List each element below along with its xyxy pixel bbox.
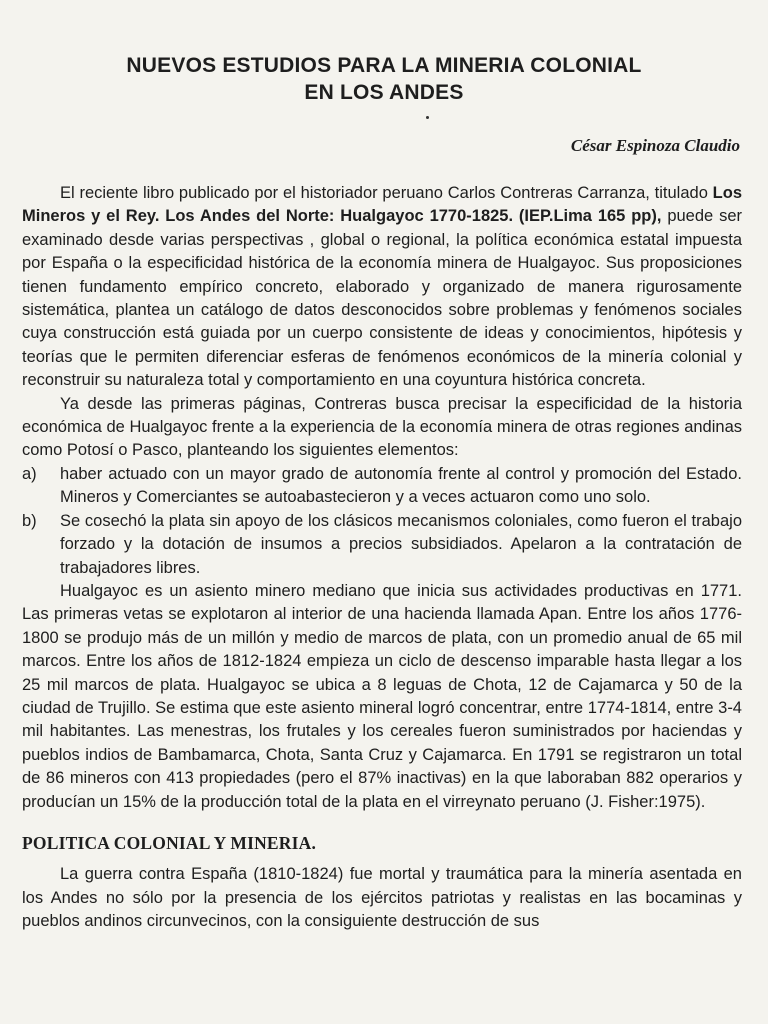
- paragraph-3: Hualgayoc es un asiento minero mediano que inicia sus actividades productivas en 1771. Las primeras vetas se explotaron al interior de una hacienda llamada Apan. Entre los años 1776-1800 se produjo más de un millón y medio de marcos de plata, con un promedio anual de 65 mil marcos. Entre los años de 1812-1824 empieza un ciclo de descenso imparable hasta llegar a los 25 mil marcos de plata. Hualgayoc se ubica a 8 leguas de Chota, 12 de Cajamarca y 50 de la ciudad de Trujillo. Se estima que este asiento mineral logró concentrar, entre 1774-1814, entre 3-4 mil habitantes. Las menestras, los frutales y los cereales fueron suministrados por haciendas y pueblos indios de Bambamarca, Chota, Santa Cruz y Cajamarca. En 1791 se registraron un total de 86 mineros con 413 propiedades (pero el 87% inactivas) en la que laboraban 882 operarios y producían un 15% de la producción total de la plata en el virreynato peruano (J. Fisher:1975).: [22, 581, 742, 811]
- list-item: [22, 510, 742, 580]
- paragraph-1: [22, 182, 742, 393]
- book-title: Los Mineros y el Rey. Los Andes del Norte: Hualgayoc 1770-1825. (IEP.Lima 165 pp),: [22, 184, 742, 226]
- list-marker: a): [22, 464, 37, 483]
- list-item: [22, 463, 742, 510]
- paragraph-1-end: puede ser examinado desde varias perspectivas , global o regional, la política económica estatal impuesta por España o la especificidad histórica de la economía minera de Hualgayoc. Sus proposiciones tienen fundamento empírico concreto, elaborado y organizado de manera rigurosamente sistemática, plantea un catálogo de datos desconocidos sobre problemas y fenómenos sociales cuya construcción está guiada por un cuerpo consistente de ideas y conocimientos, hipótesis y teorías que le permiten diferenciar esferas de fenómenos económicos de la minería colonial y reconstruir su naturaleza total y comportamiento en una coyuntura histórica concreta.: [22, 207, 742, 390]
- article-body: [22, 182, 742, 934]
- list-marker: b): [22, 511, 37, 530]
- title-line-1: NUEVOS ESTUDIOS PARA LA MINERIA COLONIAL: [126, 54, 642, 77]
- paragraph-1-start: El reciente libro publicado por el historiador peruano Carlos Contreras Carranza, titulado: [60, 184, 713, 202]
- decorative-dot: [426, 116, 429, 119]
- author-name: César Espinoza Claudio: [570, 136, 740, 155]
- paragraph-2: Ya desde las primeras páginas, Contreras busca precisar la especificidad de la historia económica de Hualgayoc frente a la experiencia de la economía minera de otras regiones andinas como Potosí o Pasco, planteando los siguientes elementos:: [22, 394, 742, 460]
- paragraph-4: La guerra contra España (1810-1824) fue mortal y traumática para la minería asentada en los Andes no sólo por la presencia de los ejércitos patriotas y realistas en las bocaminas y pueblos andinos circunvecinos, con la consiguiente destrucción de sus: [22, 865, 742, 931]
- list-item-text: haber actuado con un mayor grado de autonomía frente al control y promoción del Estado. Mineros y Comerciantes se autoabastecieron y a veces actuaron como uno solo.: [60, 464, 742, 507]
- article-title: [0, 52, 768, 106]
- elements-list: [22, 463, 742, 580]
- section-heading: POLITICA COLONIAL Y MINERIA.: [22, 832, 317, 853]
- list-item-text: Se cosechó la plata sin apoyo de los clásicos mecanismos coloniales, como fueron el trabajo forzado y la dotación de insumos a precios subsidiados. Apelaron a la contratación de trabajadores libres.: [60, 511, 742, 577]
- title-line-2: EN LOS ANDES: [304, 81, 464, 104]
